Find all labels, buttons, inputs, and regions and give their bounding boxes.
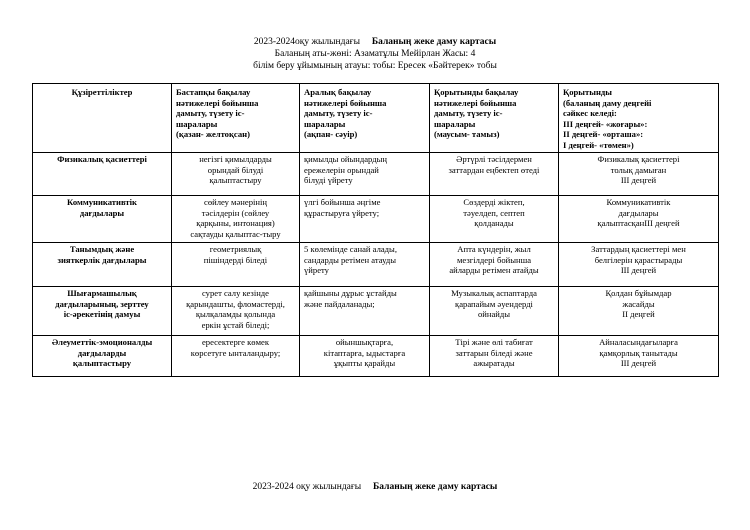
cell-final: Тірі және өлі табиғат заттарын біледі және ажыратады bbox=[430, 336, 559, 377]
table-row bbox=[33, 243, 719, 287]
cell-result: Коммуникативтік дағдылары қалыптасқанІІІ деңгей bbox=[559, 196, 719, 243]
cell-result: Қолдан бұйымдар жасайды ІІ деңгей bbox=[559, 287, 719, 336]
cell-result: Физикалық қасиеттері толық дамыған ІІІ деңгей bbox=[559, 153, 719, 196]
cell-result: Заттардың қасиеттері мен белгілерін қарастырады ІІІ деңгей bbox=[559, 243, 719, 287]
row-competency: Танымдық және зияткерлік дағдылары bbox=[33, 243, 172, 287]
cell-final: Апта күндерін, жыл мезгілдері бойынша айларды ретімен атайды bbox=[430, 243, 559, 287]
column-header-final: Қорытынды бақылау нәтижелері бойынша дамыту, түзету іс- шаралары (маусым- тамыз) bbox=[430, 84, 559, 153]
row-competency: Шығармашылық дағдыларының, зерттеу іс-әрекетінің дамуы bbox=[33, 287, 172, 336]
next-page-header bbox=[0, 481, 750, 493]
header-year: 2023-2024оқу жылындағы bbox=[253, 37, 360, 47]
row-competency: Әлеуметтік-эмоционалды дағдыларды қалыптастыру bbox=[33, 336, 172, 377]
row-competency: Коммуникативтік дағдылары bbox=[33, 196, 172, 243]
organization-line: білім беру ұйымының атауы: тобы: Ересек «Бәйтерек» тобы bbox=[253, 61, 497, 71]
row-competency: Физикалық қасиеттері bbox=[33, 153, 172, 196]
table-row bbox=[33, 196, 719, 243]
cell-initial: сөйлеу мәнерінің тәсілдерін (сөйлеу қарқыны, интонация) сақтауды қалыптас-тыру bbox=[172, 196, 300, 243]
cell-interim: қимылды ойындардың ережелерін орындай білуді үйрету bbox=[300, 153, 430, 196]
footer-title: Баланың жеке даму картасы bbox=[373, 482, 498, 492]
cell-final: Музыкалық аспаптарда қарапайым әуендерді ойнайды bbox=[430, 287, 559, 336]
table-row bbox=[33, 287, 719, 336]
cell-final: Сөздерді жіктеп, тәуелдеп, септеп қолданады bbox=[430, 196, 559, 243]
cell-interim: үлгі бойынша әңгіме құрастыруға үйрету; bbox=[300, 196, 430, 243]
column-header-interim: Аралық бақылау нәтижелері бойынша дамыту, түзету іс- шаралары (ақпан- сәуір) bbox=[300, 84, 430, 153]
column-header-result: Қорытынды (баланың даму деңгейі сәйкес келеді: ІІІ деңгей- «жоғары»: ІІ деңгей- «орташа»: І деңгей- «төмен») bbox=[559, 84, 719, 153]
column-header-competencies: Құзіреттіліктер bbox=[33, 84, 172, 153]
cell-interim: 5 көлемінде санай алады, сандарды ретімен атауды үйрету bbox=[300, 243, 430, 287]
cell-initial: сурет салу кезінде қарындашты, фломастерді, қылқаламды қолында еркін ұстай біледі; bbox=[172, 287, 300, 336]
cell-interim: қайшыны дұрыс ұстайды және пайдаланады; bbox=[300, 287, 430, 336]
cell-initial: ересектерге көмек көрсетуге ынталандыру; bbox=[172, 336, 300, 377]
table-row bbox=[33, 336, 719, 377]
column-header-initial: Бастапқы бақылау нәтижелері бойынша дамыту, түзету іс- шаралары (қазан- желтоқсан) bbox=[172, 84, 300, 153]
development-card-table bbox=[32, 83, 719, 377]
table-row bbox=[33, 153, 719, 196]
table-header-row bbox=[33, 84, 719, 153]
document-title: Баланың жеке даму картасы bbox=[371, 37, 497, 47]
cell-interim: ойыншықтарға, кітаптарға, ыдыстарға ұқыпты қарайды bbox=[300, 336, 430, 377]
cell-initial: негізгі қимылдарды орындай білуді қалыптастыру bbox=[172, 153, 300, 196]
cell-result: Айналасындағыларға қамқорлық танытады ІІІ деңгей bbox=[559, 336, 719, 377]
child-name-line: Баланың аты-жөні: Азаматұлы Мейірлан Жасы: 4 bbox=[274, 49, 476, 59]
cell-final: Әртүрлі тәсілдермен заттардан еңбектеп өтеді bbox=[430, 153, 559, 196]
footer-year: 2023-2024 оқу жылындағы bbox=[252, 482, 362, 492]
header-line-1 bbox=[0, 36, 750, 48]
cell-initial: геометриялық пішіндерді біледі bbox=[172, 243, 300, 287]
